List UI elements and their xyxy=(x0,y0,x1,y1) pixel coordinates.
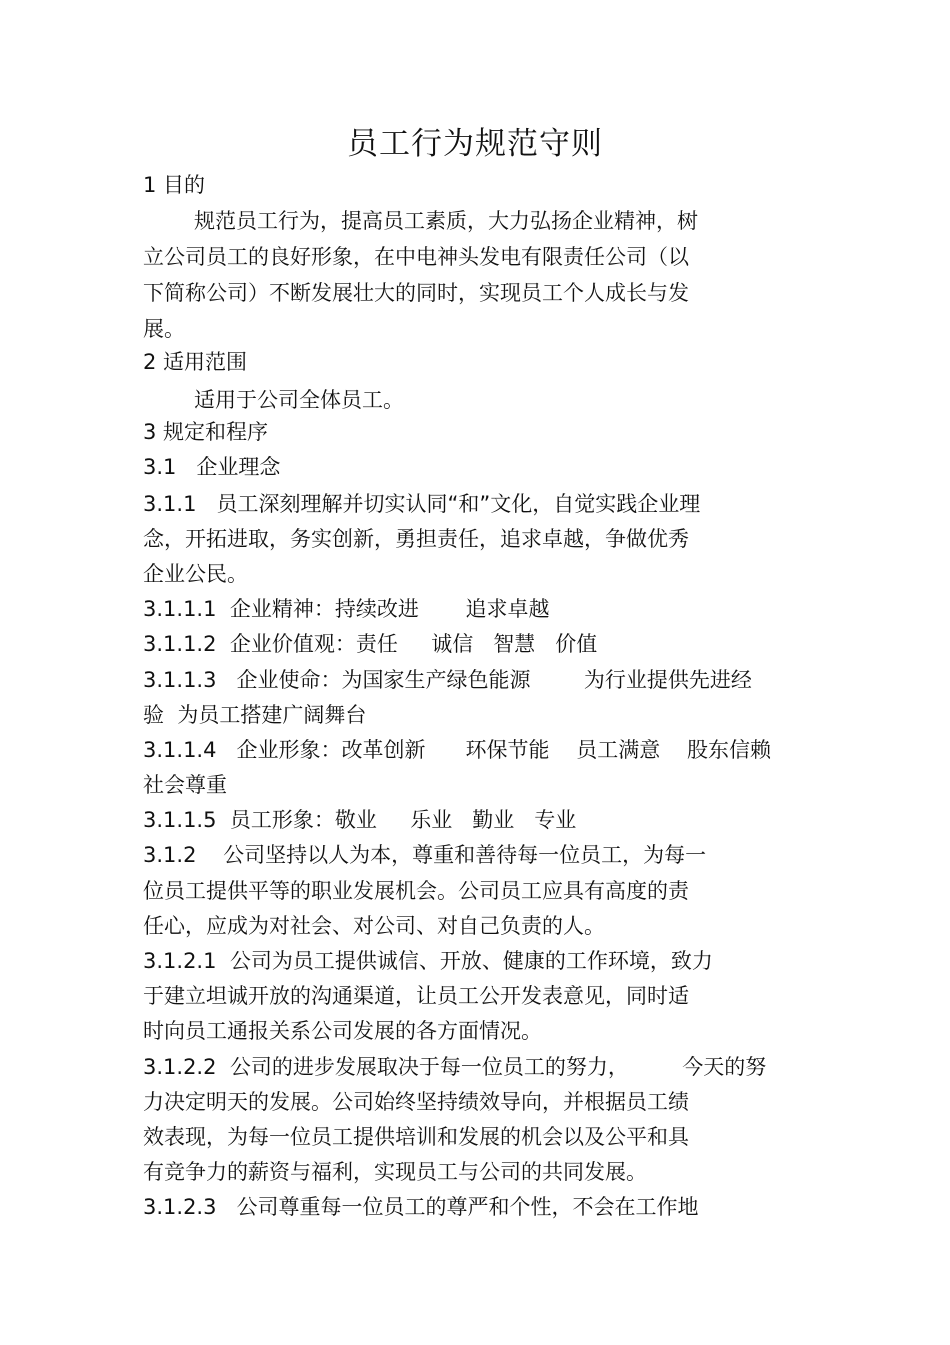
paragraph-line: 念，开拓进取，务实创新，勇担责任，追求卓越，争做优秀 xyxy=(143,527,689,551)
paragraph-line: 3.1.1.5 员工形象：敬业 乐业 勤业 专业 xyxy=(143,808,577,832)
paragraph-line: 社会尊重 xyxy=(143,773,227,797)
paragraph-line: 有竞争力的薪资与福利，实现员工与公司的共同发展。 xyxy=(143,1160,647,1184)
paragraph-line: 适用于公司全体员工。 xyxy=(194,388,404,412)
paragraph-line: 下简称公司）不断发展壮大的同时，实现员工个人成长与发 xyxy=(143,281,689,305)
paragraph-line: 企业公民。 xyxy=(143,562,248,586)
paragraph-line: 展。 xyxy=(143,317,185,341)
paragraph-line: 3.1.1.2 企业价值观：责任 诚信 智慧 价值 xyxy=(143,632,598,656)
paragraph-line: 规范员工行为，提高员工素质，大力弘扬企业精神，树 xyxy=(194,209,698,233)
paragraph-line: 3.1.2.3 公司尊重每一位员工的尊严和个性，不会在工作地 xyxy=(143,1195,699,1219)
paragraph-line: 力决定明天的发展。公司始终坚持绩效导向，并根据员工绩 xyxy=(143,1090,689,1114)
paragraph-line: 于建立坦诚开放的沟通渠道，让员工公开发表意见，同时适 xyxy=(143,984,689,1008)
paragraph-line: 3.1.2.2 公司的进步发展取决于每一位员工的努力， 今天的努 xyxy=(143,1055,767,1079)
document-title: 员工行为规范守则 xyxy=(347,126,603,162)
paragraph-line: 3.1.2.1 公司为员工提供诚信、开放、健康的工作环境，致力 xyxy=(143,949,713,973)
section-heading: 3.1 企业理念 xyxy=(143,455,281,479)
paragraph-line: 任心，应成为对社会、对公司、对自己负责的人。 xyxy=(143,914,605,938)
paragraph-line: 3.1.1.1 企业精神：持续改进 追求卓越 xyxy=(143,597,550,621)
paragraph-line: 3.1.1.3 企业使命：为国家生产绿色能源 为行业提供先进经 xyxy=(143,668,752,692)
section-heading: 3 规定和程序 xyxy=(143,420,269,444)
paragraph-line: 立公司员工的良好形象，在中电神头发电有限责任公司（以 xyxy=(143,245,689,269)
section-heading: 2 适用范围 xyxy=(143,350,248,374)
paragraph-line: 效表现，为每一位员工提供培训和发展的机会以及公平和具 xyxy=(143,1125,689,1149)
paragraph-line: 3.1.1.4 企业形象：改革创新 环保节能 员工满意 股东信赖 xyxy=(143,738,771,762)
section-heading: 1 目的 xyxy=(143,173,206,197)
paragraph-line: 时向员工通报关系公司发展的各方面情况。 xyxy=(143,1019,542,1043)
paragraph-line: 验 为员工搭建广阔舞台 xyxy=(143,703,367,727)
paragraph-line: 3.1.2 公司坚持以人为本，尊重和善待每一位员工，为每一 xyxy=(143,843,707,867)
paragraph-line: 3.1.1 员工深刻理解并切实认同“和”文化，自觉实践企业理 xyxy=(143,492,701,516)
paragraph-line: 位员工提供平等的职业发展机会。公司员工应具有高度的责 xyxy=(143,879,689,903)
